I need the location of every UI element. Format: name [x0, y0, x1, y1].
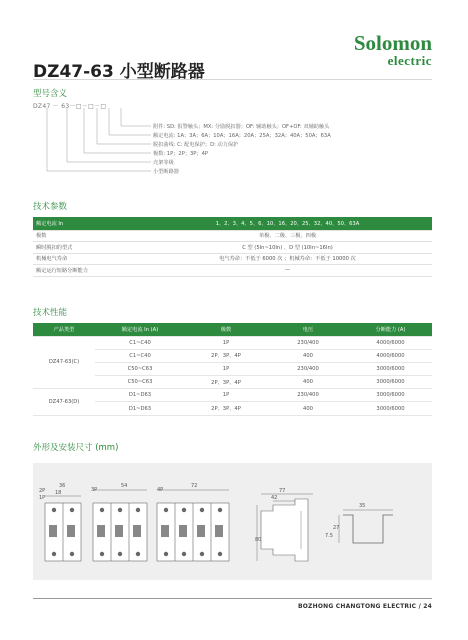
cell-voltage: 230/400: [267, 362, 349, 375]
param-value: —: [143, 265, 432, 277]
model-item-type: 小型断路器: [153, 169, 179, 175]
dimension-drawing-panel: [33, 463, 432, 580]
perf-header: 产品类型: [33, 323, 95, 336]
cell-poles: 2P、3P、4P: [185, 402, 267, 415]
section-perf-heading: 技术性能: [33, 308, 68, 318]
cell-capacity: 3000/6000: [349, 362, 432, 375]
table-row: [33, 336, 432, 349]
perf-header: 极数: [185, 323, 267, 336]
cell-current: C1~C40: [95, 336, 185, 349]
cell-current: D1~D63: [95, 402, 185, 415]
dim-label-18: 18: [55, 490, 62, 496]
cell-poles: 2P、3P、4P: [185, 376, 267, 389]
params-row: [33, 217, 432, 230]
brand-name: Solomon: [353, 31, 432, 55]
title-divider: [33, 79, 432, 80]
dim-label-1p: 1P: [39, 495, 46, 501]
cell-voltage: 400: [267, 402, 349, 415]
dim-label-72: 72: [191, 483, 198, 489]
section-model-heading: 型号含义: [33, 89, 68, 99]
dim-label-80: 80: [255, 537, 262, 543]
cell-current: C50~C63: [95, 376, 185, 389]
model-item-curve: 脱扣曲线: C: 配电保护；D: 动力保护: [153, 142, 239, 148]
dim-label-27: 27: [333, 525, 340, 531]
perf-header: 额定电流 In (A): [95, 323, 185, 336]
din-rail-profile: [343, 515, 393, 543]
cell-poles: 1P: [185, 362, 267, 375]
cell-capacity: 3000/6000: [349, 376, 432, 389]
params-table: [33, 217, 432, 277]
cell-current: D1~D63: [95, 389, 185, 402]
perf-header: 电压: [267, 323, 349, 336]
param-name: 极数: [33, 230, 143, 242]
brand-sub: electric: [387, 53, 432, 68]
model-item-current: 额定电流: 1A；3A；6A；10A；16A；20A；25A；32A；40A；50A；63A: [153, 133, 331, 139]
dim-label-3p: 3P: [91, 487, 98, 493]
perf-table: [33, 323, 432, 416]
product-type: DZ47-63(D): [33, 389, 95, 415]
cell-voltage: 230/400: [267, 389, 349, 402]
cell-poles: 1P: [185, 336, 267, 349]
cell-voltage: 230/400: [267, 336, 349, 349]
dim-label-77: 77: [279, 488, 286, 494]
section-params-heading: 技术参数: [33, 202, 68, 212]
cell-current: C50~C63: [95, 362, 185, 375]
table-row: [33, 389, 432, 402]
dim-label-35: 35: [359, 503, 366, 509]
cell-poles: 2P、3P、4P: [185, 349, 267, 362]
model-code: DZ47 － 63－□－□－□: [33, 103, 107, 110]
section-dims-heading: 外形及安装尺寸 (mm): [33, 443, 119, 453]
page-title: DZ47-63 小型断路器: [33, 62, 205, 82]
dim-label-4p: 4P: [157, 487, 164, 493]
model-bracket-lines: [33, 106, 163, 181]
perf-header-row: [33, 323, 432, 336]
param-value: 电气寿命：不低于 6000 次 ；机械寿命：不低于 10000 次: [143, 253, 432, 265]
perf-header: 分断能力 (A): [349, 323, 432, 336]
params-row: [33, 242, 432, 254]
params-row: [33, 253, 432, 265]
param-name: 额定运行短路分断能力: [33, 265, 143, 277]
param-name: 机械电气寿命: [33, 253, 143, 265]
cell-capacity: 4000/6000: [349, 336, 432, 349]
params-row: [33, 230, 432, 242]
params-row: [33, 265, 432, 277]
param-value: 1、2、3、4、5、6、10、16、20、25、32、40、50、63A: [143, 217, 432, 230]
dim-label-42: 42: [271, 495, 278, 501]
cell-voltage: 400: [267, 376, 349, 389]
param-value: 单极、二极、三极、四极: [143, 230, 432, 242]
footer-divider: [33, 598, 432, 599]
model-item-frame: 壳架等级: [153, 160, 174, 166]
cell-capacity: 3000/6000: [349, 402, 432, 415]
cell-current: C1~C40: [95, 349, 185, 362]
cell-voltage: 400: [267, 349, 349, 362]
param-name: 额定电流 In: [33, 217, 143, 230]
param-value: C 型 (5In~10In) 、D 型 (10In~16In): [143, 242, 432, 254]
page-footer: BOZHONG CHANGTONG ELECTRIC / 24: [297, 603, 432, 610]
cell-capacity: 4000/6000: [349, 349, 432, 362]
brand-logo: [354, 32, 432, 68]
dim-label-36: 36: [59, 483, 66, 489]
model-item-poles: 极数: 1P；2P；3P；4P: [153, 151, 209, 157]
cell-poles: 1P: [185, 389, 267, 402]
dim-label-7-5: 7.5: [325, 533, 333, 539]
param-name: 瞬时脱扣的型式: [33, 242, 143, 254]
dim-label-54: 54: [121, 483, 128, 489]
dimension-drawing: [33, 463, 432, 580]
cell-capacity: 3000/6000: [349, 389, 432, 402]
dim-label-2p: 2P: [39, 488, 46, 494]
product-type: DZ47-63(C): [33, 336, 95, 389]
model-item-accessory: 附件: SD: 报警触头；MX: 分励脱扣器；OF: 辅助触头；OF+OF: 双辅助触头: [153, 124, 330, 130]
